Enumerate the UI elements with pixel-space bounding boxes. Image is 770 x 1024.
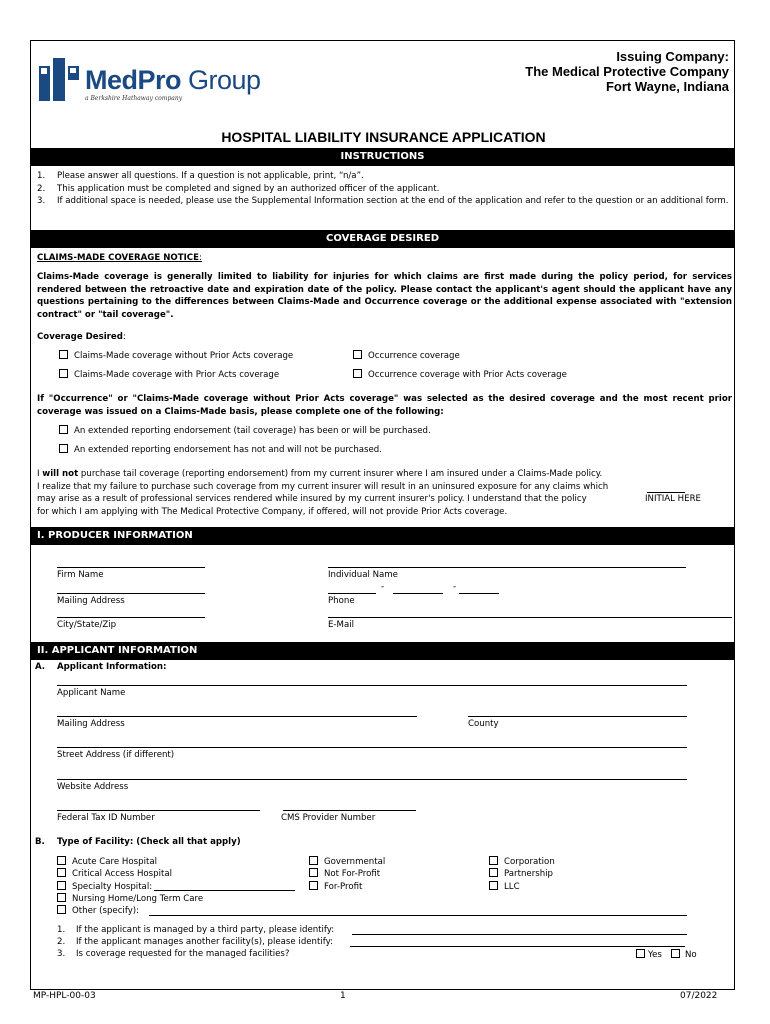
phone-line-field[interactable] <box>459 593 499 594</box>
checkbox[interactable] <box>57 868 66 877</box>
facility-type-title: Type of Facility: (Check all that apply) <box>57 837 241 847</box>
facility-col3 <box>489 856 555 893</box>
medpro-logo-icon <box>39 58 79 101</box>
facility-nursing-home[interactable]: Nursing Home/Long Term Care <box>57 893 203 905</box>
phone-dash: - <box>381 582 385 592</box>
option-occurrence-with-prior[interactable]: Occurrence coverage with Prior Acts coverage <box>353 369 567 380</box>
instructions-heading: INSTRUCTIONS <box>31 148 734 166</box>
website-label: Website Address <box>57 782 129 792</box>
checkbox[interactable] <box>353 369 362 378</box>
claims-made-notice-title: CLAIMS-MADE COVERAGE NOTICE: <box>37 253 202 263</box>
phone-dash: - <box>453 582 457 592</box>
tax-id-label: Federal Tax ID Number <box>57 813 155 823</box>
checkbox[interactable] <box>57 905 66 914</box>
option-claims-made-with-prior[interactable]: Claims-Made coverage with Prior Acts coverage <box>59 369 279 380</box>
producer-heading: I. PRODUCER INFORMATION <box>31 527 734 545</box>
cms-label: CMS Provider Number <box>281 813 376 823</box>
email-label: E-Mail <box>328 620 354 630</box>
producer-mailing-label: Mailing Address <box>57 596 125 606</box>
section-b-letter: B. <box>35 837 45 847</box>
other-specify-field[interactable] <box>149 915 687 916</box>
coverage-desired-label: Coverage Desired: <box>37 332 126 342</box>
producer-mailing-field[interactable] <box>57 593 205 594</box>
facility-not-for-profit[interactable]: Not For-Profit <box>309 868 385 880</box>
facility-col1 <box>57 856 203 917</box>
individual-name-label: Individual Name <box>328 570 398 580</box>
checkbox[interactable] <box>636 949 645 958</box>
yes-option[interactable]: Yes <box>636 949 662 960</box>
option-tail-not-purchase[interactable]: An extended reporting endorsement has not and will not be purchased. <box>59 444 382 455</box>
county-label: County <box>468 719 499 729</box>
city-state-zip-label: City/State/Zip <box>57 620 117 630</box>
logo-wordmark: MedPro Group <box>85 65 261 95</box>
tail-coverage-statement: I will not purchase tail coverage (reporting endorsement) from my current insurer where I am insured under a Claims-Made policy. I realize that my failure to purchase such coverage from my current insurer will result in an uninsured exposure for any claims which may arise as a result of professional services rendered while insured by my current insurer's policy. I understand that the policy for which I am applying with The Medical Protective Company, if offered, will not provide Prior Acts coverage. <box>37 469 609 517</box>
list-item: 2. This application must be completed and signed by an authorized officer of the applicant. <box>37 183 440 194</box>
street-address-label: Street Address (if different) <box>57 750 175 760</box>
tax-id-field[interactable] <box>57 810 260 811</box>
facility-critical-access[interactable]: Critical Access Hospital <box>57 868 203 880</box>
option-tail-will-purchase[interactable]: An extended reporting endorsement (tail coverage) has been or will be purchased. <box>59 425 431 436</box>
county-field[interactable] <box>468 716 687 717</box>
option-claims-made-without-prior[interactable]: Claims-Made coverage without Prior Acts coverage <box>59 350 293 361</box>
firm-name-label: Firm Name <box>57 570 104 580</box>
website-field[interactable] <box>57 779 687 780</box>
facility-other[interactable]: Other (specify): <box>57 905 203 917</box>
checkbox[interactable] <box>59 369 68 378</box>
question-2: 2. If the applicant manages another facility(s), please identify: <box>57 937 333 947</box>
applicant-name-field[interactable] <box>57 685 687 686</box>
facility-col2 <box>309 856 385 893</box>
applicant-heading: II. APPLICANT INFORMATION <box>31 642 734 660</box>
coverage-heading: COVERAGE DESIRED <box>31 230 734 248</box>
form-id: MP-HPL-00-03 <box>33 991 96 1001</box>
checkbox[interactable] <box>57 893 66 902</box>
issuing-company: Issuing Company: The Medical Protective Company Fort Wayne, Indiana <box>525 49 729 94</box>
initial-field[interactable] <box>647 492 685 493</box>
facility-governmental[interactable]: Governmental <box>309 856 385 868</box>
applicant-mailing-field[interactable] <box>57 716 417 717</box>
individual-name-field[interactable] <box>328 567 686 568</box>
checkbox[interactable] <box>59 350 68 359</box>
logo-tagline: a Berkshire Hathaway company <box>85 95 183 102</box>
occurrence-question: If "Occurrence" or "Claims-Made coverage without Prior Acts coverage" was selected as the desired coverage and the most recent prior coverage was issued on a Claims-Made basis, please complete one of the following: <box>37 394 732 417</box>
city-state-zip-field[interactable] <box>57 617 205 618</box>
form-date: 07/2022 <box>680 991 718 1001</box>
checkbox[interactable] <box>353 350 362 359</box>
facility-corporation[interactable]: Corporation <box>489 856 555 868</box>
phone-label: Phone <box>328 596 355 606</box>
street-address-field[interactable] <box>57 747 687 748</box>
checkbox[interactable] <box>671 949 680 958</box>
checkbox[interactable] <box>309 856 318 865</box>
instructions-list <box>37 170 732 208</box>
specialty-hospital-field[interactable] <box>154 890 295 891</box>
manages-other-field[interactable] <box>350 946 685 947</box>
question-3: 3. Is coverage requested for the managed facilities? <box>57 949 290 959</box>
checkbox[interactable] <box>59 444 68 453</box>
claims-made-notice: Claims-Made coverage is generally limited to liability for injuries for which claims are first made during the policy period, for services rendered between the retroactive date and expiration date of the policy. Please contact the applicant's agent should the applicant have any questions pertaining to the differences between Claims-Made and Occurrence coverage or the additional expense associated with "extension contract" or "tail coverage". <box>37 272 732 320</box>
page-number: 1 <box>340 991 346 1001</box>
facility-llc[interactable]: LLC <box>489 881 555 893</box>
applicant-name-label: Applicant Name <box>57 688 126 698</box>
list-item: 1. Please answer all questions. If a question is not applicable, print, “n/a”. <box>37 171 364 181</box>
email-field[interactable] <box>328 617 732 618</box>
initial-here-label: INITIAL HERE <box>645 494 701 504</box>
checkbox[interactable] <box>57 856 66 865</box>
section-a-letter: A. <box>35 662 46 672</box>
question-1: 1. If the applicant is managed by a third party, please identify: <box>57 925 335 935</box>
checkbox[interactable] <box>489 868 498 877</box>
list-item: 3. If additional space is needed, please use the Supplemental Information section at the end of the application and refer to the question or an additional form. <box>37 196 729 206</box>
firm-name-field[interactable] <box>57 567 205 568</box>
option-occurrence[interactable]: Occurrence coverage <box>353 350 460 361</box>
checkbox[interactable] <box>489 881 498 890</box>
facility-for-profit[interactable]: For-Profit <box>309 881 385 893</box>
facility-specialty[interactable]: Specialty Hospital: <box>57 881 203 893</box>
checkbox[interactable] <box>309 881 318 890</box>
cms-field[interactable] <box>283 810 416 811</box>
page-title: HOSPITAL LIABILITY INSURANCE APPLICATION <box>221 129 546 145</box>
facility-acute-care[interactable]: Acute Care Hospital <box>57 856 203 868</box>
managed-by-field[interactable] <box>352 934 687 935</box>
form-page <box>30 40 735 990</box>
checkbox[interactable] <box>57 881 66 890</box>
facility-partnership[interactable]: Partnership <box>489 868 555 880</box>
phone-prefix-field[interactable] <box>393 593 443 594</box>
checkbox[interactable] <box>489 856 498 865</box>
checkbox[interactable] <box>59 425 68 434</box>
applicant-info-title: Applicant Information: <box>57 662 167 672</box>
checkbox[interactable] <box>309 868 318 877</box>
no-option[interactable]: No <box>671 949 697 960</box>
phone-area-field[interactable] <box>328 593 376 594</box>
applicant-mailing-label: Mailing Address <box>57 719 125 729</box>
